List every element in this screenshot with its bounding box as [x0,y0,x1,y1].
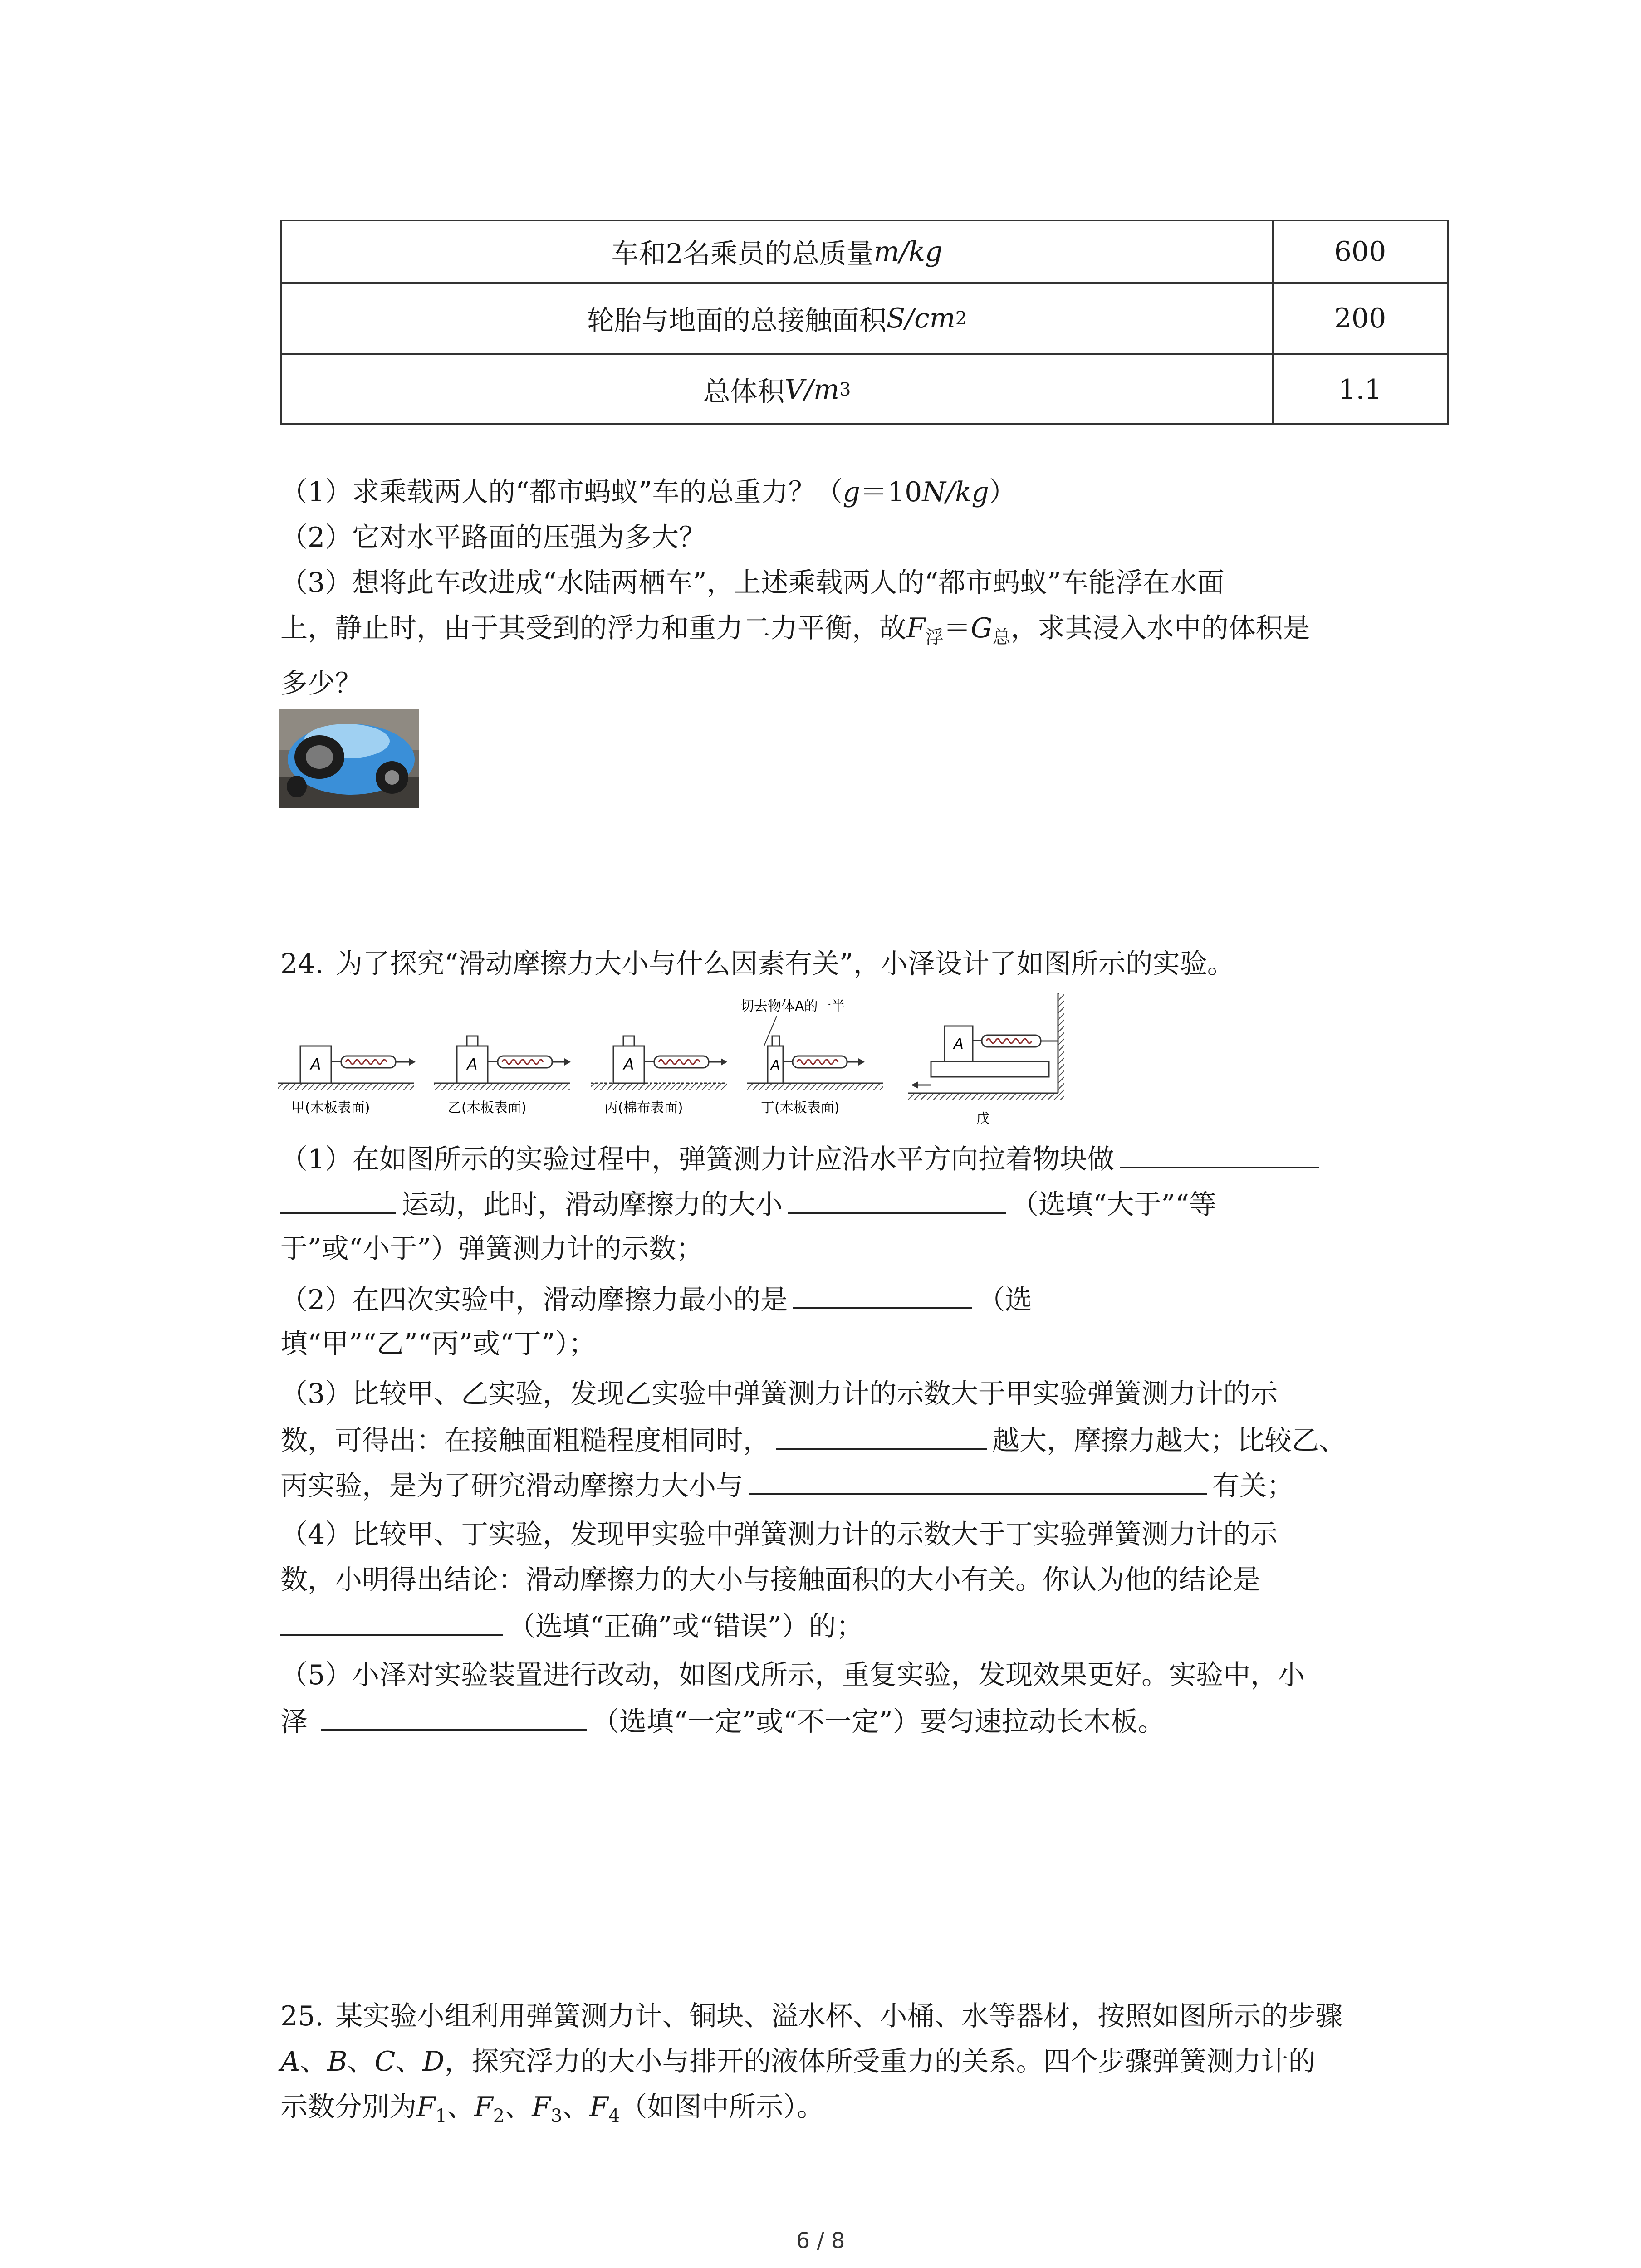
table-cell-unit: S/cm [886,303,955,334]
q25-line3: 示数分别为$F_1$、$F_2$、$F_3$、$F_4$（如图中所示）。 [280,2091,824,2126]
setup-yi [434,1036,571,1090]
caption-yi: 乙(木板表面) [448,1100,527,1116]
answer-blank[interactable] [749,1464,1207,1495]
answer-blank[interactable] [793,1278,972,1309]
q23-part1: （1）求乘载两人的“都市蚂蚁”车的总重力？（g＝10N/kg） [280,476,1016,508]
svg-text:A: A [623,1056,634,1074]
table-cell-unit: m/kg [873,236,943,268]
caption-wu: 戊 [976,1111,990,1127]
answer-blank[interactable] [788,1183,1006,1214]
table-cell-unit: V/m [784,374,839,406]
setup-wu [908,993,1064,1100]
q24-s1-line3: 于”或“小于”）弹簧测力计的示数； [280,1233,704,1265]
table-cell-label: 车和2名乘员的总质量 [611,238,874,270]
q24-s5-line2: 泽 （选填“一定”或“不一定”）要匀速拉动长木板。 [280,1700,1165,1742]
q25-line1: 25. 某实验小组利用弹簧测力计、铜块、溢水杯、小桶、水等器材，按照如图所示的步骤 [280,2000,1343,2032]
q23-part3-line3: 多少？ [280,668,362,699]
table-cell-value: 1.1 [1338,374,1382,406]
setup-ding [740,998,883,1090]
data-table [280,220,1449,425]
answer-blank[interactable] [1120,1138,1319,1168]
q24-s2-line1: （2）在四次实验中，滑动摩擦力最小的是 （选 [280,1278,1032,1320]
q24-s3-line2: 数，可得出：在接触面粗糙程度相同时， 越大，摩擦力越大；比较乙、 [280,1419,1346,1461]
q23-part3-line2: 上，静止时，由于其受到的浮力和重力二力平衡，故$F_浮=G_总$，求其浸入水中的体积是 [280,612,1310,648]
svg-text:A: A [467,1056,478,1074]
question-number: 24. [280,948,324,980]
q24-s3-line1: （3）比较甲、乙实验，发现乙实验中弹簧测力计的示数大于甲实验弹簧测力计的示 [280,1378,1278,1410]
page-number: 6 / 8 [796,2228,845,2253]
q24-s1-line1: （1）在如图所示的实验过程中，弹簧测力计应沿水平方向拉着物块做 [280,1138,1325,1180]
svg-text:A: A [310,1056,321,1074]
city-ant-car-photo [279,709,419,808]
q23-part2: （2）它对水平路面的压强为多大？ [280,522,706,553]
q24-s4-line1: （4）比较甲、丁实验，发现甲实验中弹簧测力计的示数大于丁实验弹簧测力计的示 [280,1519,1278,1550]
q24-s4-line2: 数，小明得出结论：滑动摩擦力的大小与接触面积的大小有关。你认为他的结论是 [280,1564,1260,1596]
svg-text:A: A [770,1057,780,1073]
cut-note: 切去物体A的一半 [740,998,845,1014]
q24-s5-line1: （5）小泽对实验装置进行改动，如图戊所示，重复实验，发现效果更好。实验中，小 [280,1659,1305,1691]
caption-bing: 丙(棉布表面) [604,1100,683,1116]
q24-s4-line3: （选填“正确”或“错误”）的； [280,1605,863,1647]
q24-s3-line3: 丙实验，是为了研究滑动摩擦力大小与 有关； [280,1464,1294,1506]
answer-blank[interactable] [280,1183,396,1214]
table-cell-value: 200 [1334,303,1386,334]
q24-intro: 24. 为了探究“滑动摩擦力大小与什么因素有关”，小泽设计了如图所示的实验。 [280,948,1234,980]
caption-ding: 丁(木板表面) [761,1100,840,1116]
friction-experiment-figure [278,993,1081,1139]
caption-jia: 甲(木板表面) [291,1100,370,1116]
table-cell-label: 轮胎与地面的总接触面积 [587,305,887,337]
table-cell-value: 600 [1334,236,1386,268]
question-number: 25. [280,2000,324,2032]
answer-blank[interactable] [321,1700,587,1731]
q25-line2: A、B、C、D，探究浮力的大小与排开的液体所受重力的关系。四个步骤弹簧测力计的 [280,2046,1316,2077]
q23-part3-line1: （3）想将此车改进成“水陆两栖车”，上述乘载两人的“都市蚂蚁”车能浮在水面 [280,567,1225,599]
q24-s1-line2: 运动，此时，滑动摩擦力的大小 （选填“大于”“等 [280,1183,1216,1225]
setup-jia [278,1046,416,1090]
answer-blank[interactable] [280,1605,503,1636]
table-row: 总体积 V/m 3 1.1 [282,355,1447,425]
setup-bing [591,1036,727,1090]
table-cell-label: 总体积 [703,376,785,408]
q24-s2-line2: 填“甲”“乙”“丙”或“丁”）； [280,1328,596,1360]
svg-text:A: A [954,1035,964,1052]
table-row [282,221,1447,284]
table-row: 轮胎与地面的总接触面积 S/cm 2 200 [282,284,1447,355]
answer-blank[interactable] [776,1419,987,1450]
